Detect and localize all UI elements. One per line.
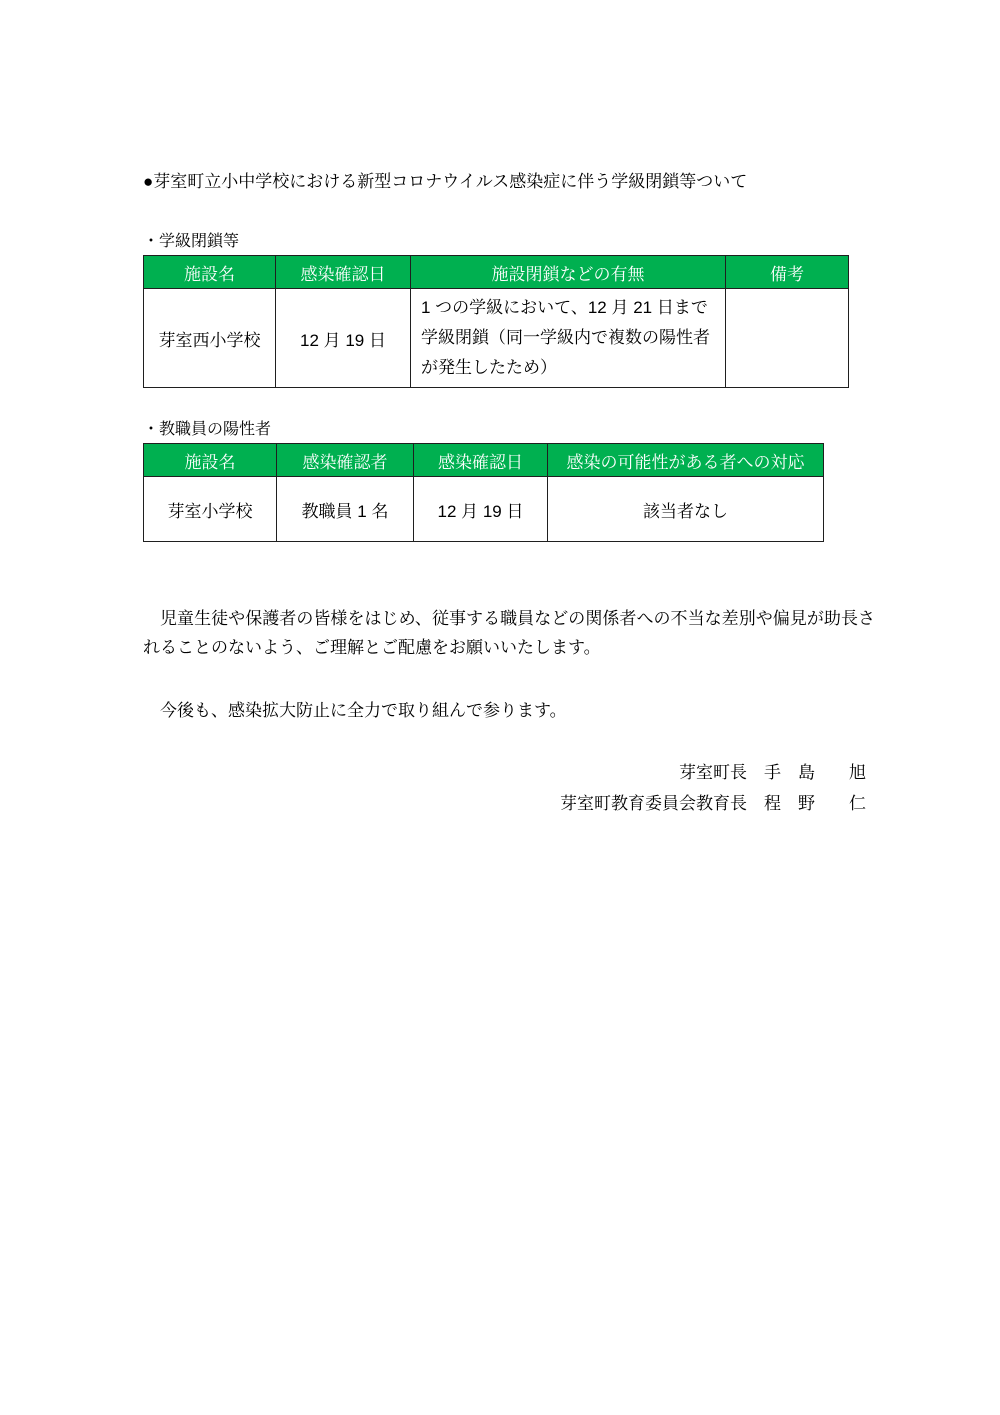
- class-closure-table: [143, 255, 849, 388]
- class-closure-table-row: [144, 289, 849, 388]
- header-closure-status: 施設閉鎖などの有無: [411, 256, 726, 289]
- confirmed-person-cell: 教職員 1 名: [277, 477, 414, 542]
- header-facility-name: 施設名: [144, 444, 277, 477]
- section-label-class-closure: ・学級閉鎖等: [143, 233, 240, 250]
- confirmed-date-cell: 12 月 19 日: [414, 477, 548, 542]
- confirmed-date-cell: 12 月 19 日: [276, 289, 411, 388]
- signature-block: [560, 757, 866, 819]
- header-remarks: 備考: [726, 256, 849, 289]
- staff-positive-table-row: [144, 477, 824, 542]
- signature-superintendent: 芽室町教育委員会教育長 程 野 仁: [560, 794, 866, 813]
- remarks-cell: [726, 289, 849, 388]
- contact-response-cell: 該当者なし: [548, 477, 824, 542]
- paragraph-prevention-commitment: 今後も、感染拡大防止に全力で取り組んで参ります。: [160, 701, 567, 720]
- header-confirmed-date: 感染確認日: [276, 256, 411, 289]
- section-label-staff-positive: ・教職員の陽性者: [143, 421, 272, 438]
- staff-positive-table: [143, 443, 824, 542]
- header-facility-name: 施設名: [144, 256, 276, 289]
- header-contact-response: 感染の可能性がある者への対応: [548, 444, 824, 477]
- paragraph-discrimination-notice: 児童生徒や保護者の皆様をはじめ、従事する職員などの関係者への不当な差別や偏見が助長されることのないよう、ご理解とご配慮をお願いいたします。: [143, 609, 875, 657]
- facility-name-cell: 芽室西小学校: [144, 289, 276, 388]
- facility-name-cell: 芽室小学校: [144, 477, 277, 542]
- header-confirmed-person: 感染確認者: [277, 444, 414, 477]
- signature-mayor: 芽室町長 手 島 旭: [679, 763, 866, 782]
- page-title: ●芽室町立小中学校における新型コロナウイルス感染症に伴う学級閉鎖等ついて: [143, 172, 748, 191]
- staff-positive-header-row: [144, 444, 824, 477]
- closure-status-cell: 1 つの学級において、12 月 21 日まで学級閉鎖（同一学級内で複数の陽性者が発生したため）: [411, 289, 726, 388]
- header-confirmed-date: 感染確認日: [414, 444, 548, 477]
- class-closure-header-row: [144, 256, 849, 289]
